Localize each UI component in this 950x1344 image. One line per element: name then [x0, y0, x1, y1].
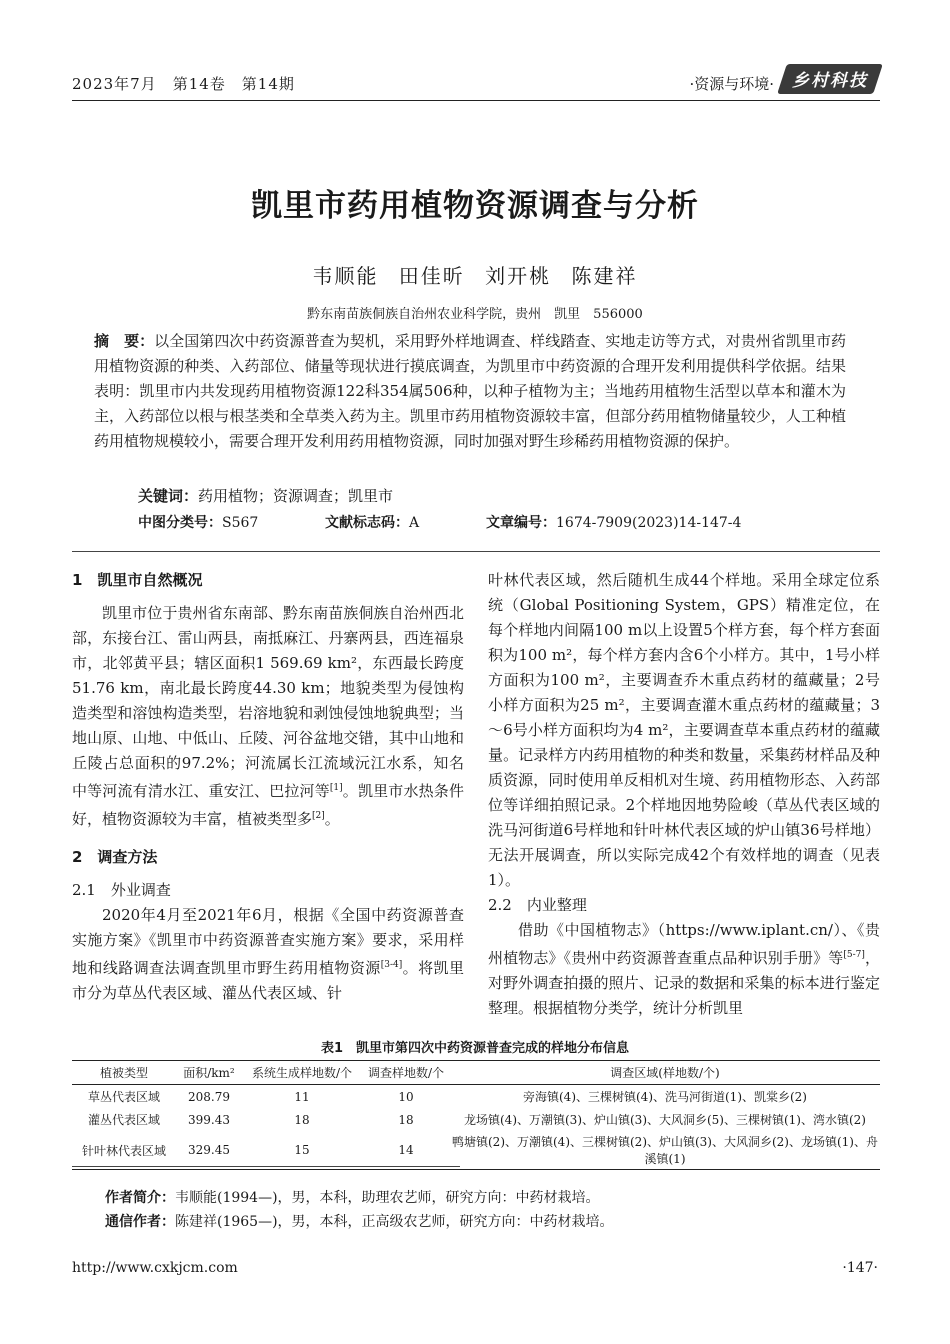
table-header: 调查区域(样地数/个)	[610, 1066, 720, 1080]
table-cell: 15	[294, 1143, 310, 1157]
continued-paragraph: 叶林代表区域，然后随机生成44个样地。采用全球定位系统（Global Positioning System，GPS）精准定位，在每个样地内间隔100 m以上设置5个样方套，每个样方套面积为100 m²，每个样方套内含6个小样方。其中，1号小样方面积为100 m²，主要调查乔木重点药材的蕴藏量；2号小样方面积为25 m²，主要调查灌木重点药材的蕴藏量；3～6号小样方面积均为4 m²，主要调查草本重点药材的蕴藏量。记录样方内药用植物的种类和数量，采集药材样品及种质资源，同时使用单反相机对生境、药用植物形态、入药部位等详细拍照记录。2个样地因地势险峻（草丛代表区域的洗马河街道6号样地和针叶林代表区域的炉山镇36号样地）无法开展调查，所以实际完成42个有效样地的调查（见表1）。	[488, 571, 880, 889]
table-row	[72, 1108, 880, 1131]
table-header: 系统生成样地数/个	[251, 1066, 353, 1080]
citation: [2]	[312, 811, 325, 821]
doc-value: A	[409, 515, 420, 531]
doc-label: 文献标志码：	[325, 515, 409, 531]
table-cell: 14	[398, 1143, 414, 1157]
abstract-label: 摘 要：	[94, 332, 155, 350]
table-cell: 208.79	[188, 1089, 230, 1104]
footnote-rule	[72, 1166, 460, 1167]
table-cell: 11	[294, 1089, 310, 1104]
table-cell: 18	[294, 1112, 310, 1127]
section-2-2-heading: 2.2 内业整理	[488, 896, 587, 914]
article-label: 文章编号：	[486, 515, 556, 531]
section-label: ·资源与环境·	[689, 75, 774, 93]
citation: [1]	[329, 783, 343, 793]
section-1-heading: 1 凯里市自然概况	[72, 571, 203, 589]
citation: [3-4]	[380, 960, 403, 970]
table-caption: 表1 凯里市第四次中药资源普查完成的样地分布信息	[320, 1041, 630, 1056]
corresponding-author: 通信作者：陈建祥(1965—)，男，本科，正高级农艺师，研究方向：中药材栽培。	[105, 1214, 614, 1230]
table-cell: 329.45	[188, 1143, 230, 1157]
table-header: 植被类型	[99, 1066, 148, 1080]
table-cell: 18	[398, 1112, 414, 1127]
section-2-1-heading: 2.1 外业调查	[72, 881, 171, 899]
right-column	[488, 568, 880, 1021]
section-1-paragraph: 凯里市位于贵州省东南部、黔东南苗族侗族自治州西北部，东接台江、雷山两县，南抵麻江、丹寨两县，西连福泉市，北邻黄平县；辖区面积1 569.69 km²，东西最长跨度51.76 km，南北最长跨度44.30 km；地貌类型为侵蚀构造类型和溶蚀构造类型，岩溶地貌和剥蚀侵蚀地貌典型；当地山原、山地、中低山、丘陵、河谷盆地交错，其中山地和丘陵占总面积的97.2%；河流属长江流域沅江水系，知名中等河流有清水江、重安江、巴拉河等[1]。凯里市水热条件好，植物资源较为丰富，植被类型多[2]。	[72, 604, 464, 828]
table-cell: 鸭塘镇(2)、万潮镇(4)、三棵树镇(2)、炉山镇(3)、大风洞乡(2)、龙场镇(1)、舟溪镇(1)	[452, 1135, 878, 1166]
section-2-1-paragraph: 2020年4月至2021年6月，根据《全国中药资源普查实施方案》《凯里市中药资源普查实施方案》要求，采用样地和线路调查法调查凯里市野生药用植物资源[3-4]。将凯里市分为草丛代表区域、灌丛代表区域、针	[72, 906, 464, 1002]
abstract-separator	[72, 551, 880, 552]
affiliation: 黔东南苗族侗族自治州农业科学院，贵州 凯里 556000	[307, 307, 643, 322]
table-row	[72, 1131, 880, 1170]
keywords	[138, 485, 393, 506]
article-value: 1674-7909(2023)14-147-4	[556, 515, 742, 531]
page-number: ·147·	[842, 1260, 878, 1276]
clc-label: 中图分类号：	[138, 515, 222, 531]
abstract	[94, 329, 846, 454]
table-header: 调查样地数/个	[367, 1066, 445, 1080]
table-row	[72, 1085, 880, 1109]
journal-url[interactable]: http://www.cxkjcm.com	[72, 1260, 238, 1276]
citation: [5-7]	[843, 950, 865, 960]
section-2-2-paragraph: 借助《中国植物志》（https://www.iplant.cn/）、《贵州植物志》《贵州中药资源普查重点品种识别手册》等[5-7]，对野外调查拍摄的照片、记录的数据和采集的标本进行鉴定整理。根据植物分类学，统计分析凯里	[488, 921, 880, 1017]
table-cell: 10	[398, 1089, 414, 1104]
table-cell: 针叶林代表区域	[81, 1143, 166, 1158]
table-cell: 399.43	[188, 1112, 230, 1127]
keywords-text: 药用植物；资源调查；凯里市	[198, 487, 394, 505]
keywords-label: 关键词：	[138, 487, 199, 505]
abstract-text: 以全国第四次中药资源普查为契机，采用野外样地调查、样线踏查、实地走访等方式，对贵州省凯里市药用植物资源的种类、入药部位、储量等现状进行摸底调查，为凯里市中药资源的合理开发利用提供科学依据。结果表明：凯里市内共发现药用植物资源122科354属506种，以种子植物为主；当地药用植物生活型以草本和灌木为主，入药部位以根与根茎类和全草类入药为主。凯里市药用植物资源较丰富，但部分药用植物储量较少，人工种植药用植物规模较小，需要合理开发利用药用植物资源，同时加强对野生珍稀药用植物资源的保护。	[94, 332, 846, 450]
table-header: 面积/km²	[183, 1066, 235, 1080]
header-rule	[72, 100, 880, 101]
table-cell: 龙场镇(4)、万潮镇(3)、炉山镇(3)、大风洞乡(5)、三棵树镇(1)、湾水镇(2)	[464, 1113, 866, 1127]
left-column	[72, 568, 464, 1006]
author-bio: 作者简介：韦顺能(1994—)，男，本科，助理农艺师，研究方向：中药材栽培。	[105, 1190, 600, 1206]
table-cell: 灌丛代表区域	[87, 1113, 160, 1127]
page-title: 凯里市药用植物资源调查与分析	[251, 188, 699, 224]
table-cell: 草丛代表区域	[87, 1090, 160, 1104]
issue-info: 2023年7月 第14卷 第14期	[72, 75, 295, 93]
authors: 韦顺能 田佳昕 刘开桃 陈建祥	[312, 264, 638, 288]
section-2-heading: 2 调查方法	[72, 848, 158, 866]
journal-logo-text: 乡村科技	[792, 71, 868, 91]
clc-value: S567	[222, 515, 259, 531]
sample-plot-table	[72, 1060, 880, 1170]
table-cell: 旁海镇(4)、三棵树镇(4)、洗马河街道(1)、凯棠乡(2)	[523, 1090, 807, 1104]
table-header-row	[72, 1061, 880, 1085]
